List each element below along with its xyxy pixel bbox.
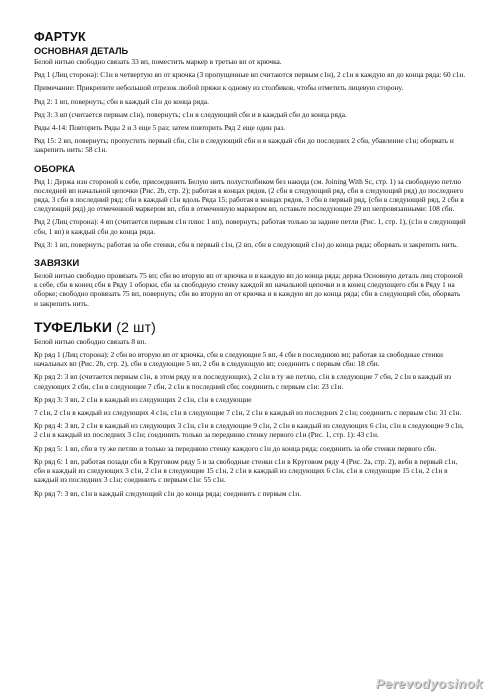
ruffle-row-1: Ряд 1: Держа изн стороной к себе, присоединить Белую нить полустолбиком без накида (см. Joining With Sc, стр. 1) за свободную петлю последней вп начальной цепочки (Рис. 2b, стр. 2); работая в концах рядов, (2 сбн в следующий ряд, сбн в следующий ряд) до последнего ряда, 3 сбн в последний ряд; сбн в каждый с1н вдоль Ряда 15; работая в концах рядов, 3 сбн в первый ряд, (сбн в следующий ряд, 2 сбн в следующий ряд) до отмеченной маркером вп, сбн в отмеченную маркером вп, оставьте последующие 29 вп непровязанными: 108 сбн.: [34, 176, 464, 214]
main-part-title: ОСНОВНАЯ ДЕТАЛЬ: [34, 46, 129, 56]
main-part-row-1: Ряд 1 (Лиц сторона): С1н в четвертую вп от крючка (3 пропущенные вп считаются первым с1н), 2 с1н в каждую вп до конца ряда: 60 с1н.: [34, 70, 466, 80]
watermark: Perevodyosinok: [375, 676, 483, 691]
slippers-round-2: Кр ряд 2: 3 вп (считается первым с1н, в этом ряду и в последующих), 2 с1н в ту же петлю, с1н в следующие 7 сбн, 2 с1н в каждый из следующих 2 сбн, с1н в следующие 7 сбн, 2 с1н в последний сбн; соединить с первым с1н: 23 с1н.: [34, 372, 452, 391]
slippers-round-3-cont: 7 с1н, 2 с1н в каждый из следующих 4 с1н, с1н в следующие 7 с1н, 2 с1н в каждый из последних 2 с1н; соединить с первым с1н: 31 с1н.: [34, 408, 462, 418]
ruffle-row-2: Ряд 2 (Лиц сторона): 4 вп (считается первым с1н плюс 1 вп), повернуть; работая только за задние петли (Рис. 1, стр. 1), (с1н в следующий сбн, 1 вп) в каждый сбн до конца ряда.: [34, 217, 466, 236]
slippers-title: ТУФЕЛЬКИ: [34, 318, 113, 335]
main-part-row-15: Ряд 15: 2 вп, повернуть; пропустить первый сбн, с1н в следующий сбн и в каждый сбн до последних 2 сбн, убавление с1н; оборвать и закрепить нить: 58 с1н.: [34, 136, 454, 155]
slippers-round-3: Кр ряд 3: 3 вп, 2 с1н в каждый из следующих 2 с1н, с1н в следующие: [34, 394, 252, 404]
ties-text: Белой нитью свободно провязать 75 вп; сбн во вторую вп от крючка и в каждую вп до конца ряда; держа Основную деталь лиц стороной к себе, сбн в конец сбн в Ряду 1 оборки, сбн за свободную стенку каждой вп начальной цепочки и в конец следующего сбн в Ряду 1 на оборке; свободно провязать 75 вп, повернуть; сбн во вторую вп от крючка и в каждую вп до конца ряда; сбн в следующий сбн, оборвать и закрепить нить.: [34, 271, 463, 308]
ties-title: ЗАВЯЗКИ: [34, 258, 80, 270]
slippers-round-7: Кр ряд 7: 3 вп, с1н в каждый следующий с1н до конца ряда; соединить с первым с1н.: [34, 488, 302, 498]
main-part-row-2: Ряд 2: 1 вп, повернуть; сбн в каждый с1н до конца ряда.: [34, 96, 209, 106]
slippers-intro: Белой нитью свободно связать 8 вп.: [34, 336, 147, 346]
main-part-intro: Белой нитью свободно связать 33 вп, поместить маркер в третью вп от крючка.: [34, 57, 282, 66]
ruffle-title: ОБОРКА: [34, 163, 76, 175]
slippers-count: (2 шт): [116, 318, 157, 335]
apron-title: ФАРТУК: [34, 30, 86, 44]
main-part-rows-4-14: Ряды 4-14: Повторить Ряды 2 и 3 еще 5 раз; затем повторить Ряд 2 еще один раз.: [34, 123, 286, 133]
document-page: [34, 30, 466, 502]
ruffle-row-3: Ряд 3: 1 вп, повернуть; работая за обе стенки, сбн в первый с1н, (2 вп, сбн в следующий с1н) до конца ряда; оборвать и закрепить нить.: [34, 239, 459, 249]
slippers-round-1: Кр ряд 1 (Лиц сторона): 2 сбн во вторую вп от крючка, сбн в следующие 5 вп, 4 сбн в последнюю вп; работая за свободные стенки начальных вп (Рис. 2b, стр. 2), сбн в следующие 5 вп, 2 сбн в следующую вп; соединить с первым сбн: 18 сбн.: [34, 350, 443, 369]
main-part-row-3: Ряд 3: 3 вп (считается первым с1н), повернуть; с1н в следующий сбн и в каждый сбн до конца ряда.: [34, 109, 347, 119]
slippers-round-4: Кр ряд 4: 3 вп, 2 с1н в каждый из следующих 3 с1н, с1н в следующие 9 с1н, 2 с1н в каждый из следующих 6 с1н, с1н в следующие 9 с1н, 2 с1н в каждый из последних 3 с1н; соединить только за переднюю стенку первого с1н (Рис. 1, стр. 1): 43 с1н.: [34, 421, 464, 440]
slippers-round-5: Кр ряд 5: 1 вп, сбн в ту же петлю и только за переднюю стенку каждого с1н до конца ряда; соединить за обе стенки первого сбн.: [34, 443, 437, 453]
main-part-note: Примечание: Прикрепите небольшой отрезок любой пряжи к одному из столбиков, чтобы отметить лицевую сторону.: [34, 83, 404, 93]
slippers-round-6: Кр ряд 6: 1 вп, работая позади сбн в Круговом ряду 5 и за свободные стенки с1н в Круговом ряду 4 (Рис. 2a, стр. 2), вебн в первый с1н, сбн в каждый из следующих 3 с1н, 2 с1н в следующие 15 с1н, 2 с1н в каждый из следующих 6 с1н, с1н в следующие 15 с1н, 2 с1н в каждый из последних 3 с1н; соединить с первым с1н: 55 с1н.: [34, 456, 458, 485]
slippers-heading: [34, 319, 466, 335]
